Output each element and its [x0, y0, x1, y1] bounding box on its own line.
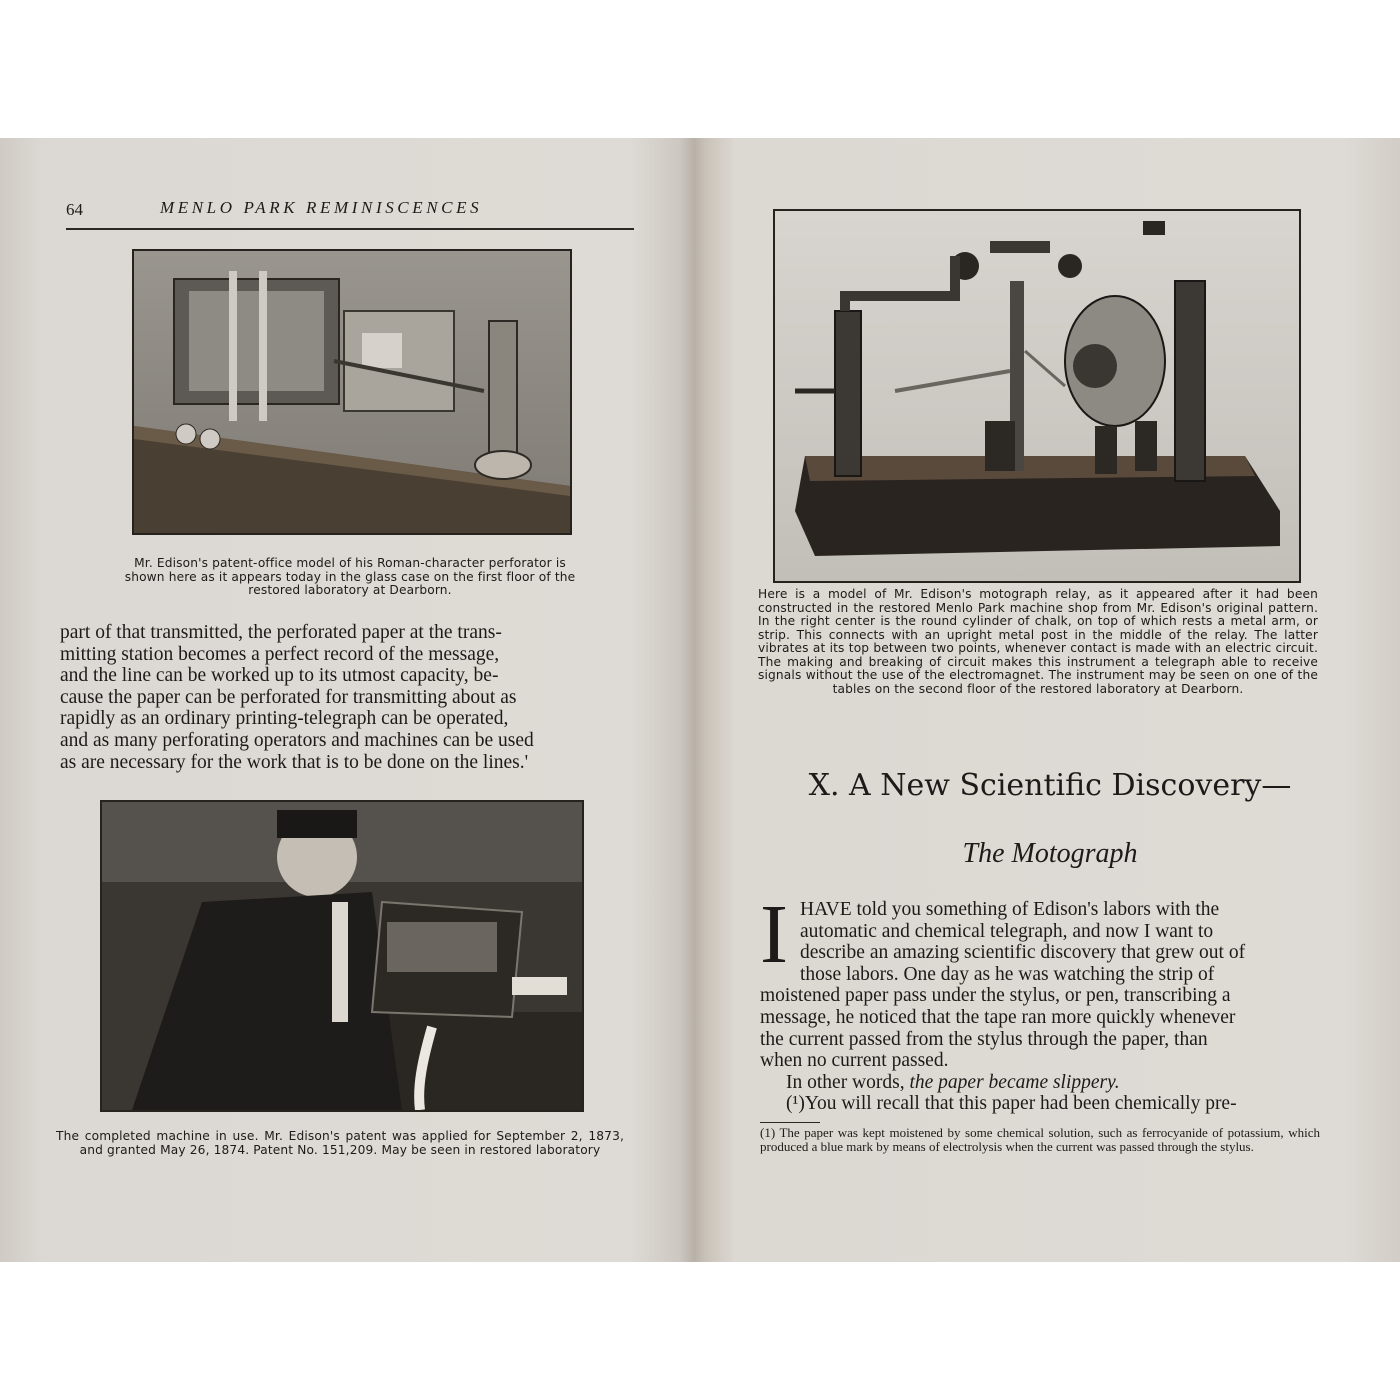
book-title: MENLO PARK REMINISCENCES	[160, 198, 483, 217]
paragraph-line: message, he noticed that the tape ran more quickly whenever	[760, 1006, 1236, 1028]
perforator-caption: Mr. Edison's patent-office model of his Roman-character perforator is shown here as it appears today in the glass case on the first floor of the restored laboratory at Dearborn.	[124, 556, 576, 597]
perforator-illustration	[134, 251, 570, 533]
left-page	[0, 138, 690, 1262]
running-head	[66, 198, 634, 230]
footnote: (1) The paper was kept moistened by some chemical solution, such as ferrocyanide of potassium, which produced a blue mark by means of electrolysis when the current was passed through the stylus.	[760, 1125, 1320, 1154]
paragraph-line: the current passed from the stylus through the paper, than	[760, 1028, 1208, 1050]
right-page	[700, 138, 1400, 1262]
perforator-photo	[132, 249, 572, 535]
body-text	[60, 622, 628, 773]
opening-line: automatic and chemical telegraph, and now I want to	[800, 920, 1214, 942]
body-line: rapidly as an ordinary printing-telegraph can be operated,	[60, 708, 509, 730]
body-line: as are necessary for the work that is to be done on the lines.'	[60, 751, 529, 773]
footnote-divider	[760, 1122, 820, 1123]
paragraph-line: moistened paper pass under the stylus, or pen, transcribing a	[760, 985, 1231, 1007]
opening-line: describe an amazing scientific discovery that grew out of	[800, 942, 1246, 964]
in-other-words: In other words,	[786, 1071, 905, 1093]
book-spread	[0, 138, 1400, 1262]
chapter-title: X. A New Scientific Discovery—	[808, 768, 1292, 803]
opening-line: those labors. One day as he was watching the strip of	[800, 963, 1215, 985]
drop-cap: I	[760, 888, 788, 981]
body-line: and as many perforating operators and machines can be used	[60, 729, 534, 751]
machine-caption: The completed machine in use. Mr. Edison's patent was applied for September 2, 1873, and granted May 26, 1874. Patent No. 151,209. May be seen in restored laboratory	[56, 1129, 624, 1157]
opening-line: HAVE told you something of Edison's labors with the	[800, 899, 1220, 920]
body-line: mitting station becomes a perfect record of the message,	[60, 643, 500, 665]
motograph-caption: Here is a model of Mr. Edison's motograph relay, as it appeared after it had been constructed in the restored Menlo Park machine shop from Mr. Edison's original pattern. In the right center is the round cylinder of chalk, on top of which rests a metal arm, or strip. This connects with an upright metal post in the middle of the relay. The latter vibrates at its top between two points, whenever contact is made with an electric circuit. The making and breaking of circuit makes this instrument a telegraph able to receive signals without the use of the electromagnet. The instrument may be seen on one of the tables on the second floor of the restored laboratory at Dearborn.	[758, 587, 1318, 696]
body-line: and the line can be worked up to its utmost capacity, be-	[60, 665, 499, 687]
chapter-subtitle: The Motograph	[962, 838, 1138, 869]
page-number: 64	[66, 200, 83, 219]
body-line: cause the paper can be perforated for transmitting about as	[60, 686, 517, 708]
motograph-relay-photo	[773, 209, 1301, 583]
in-other-words-line	[760, 1072, 1318, 1094]
recall-line: (¹)You will recall that this paper had been chemically pre-	[786, 1093, 1237, 1115]
slippery-phrase: the paper became slippery.	[909, 1071, 1120, 1093]
edison-at-machine-illustration	[102, 802, 582, 1110]
motograph-relay-illustration	[775, 211, 1299, 581]
paragraph-line: when no current passed.	[760, 1050, 949, 1072]
body-line: part of that transmitted, the perforated paper at the trans-	[60, 622, 502, 643]
opening-paragraph	[760, 888, 1318, 1115]
machine-in-use-photo	[100, 800, 584, 1112]
